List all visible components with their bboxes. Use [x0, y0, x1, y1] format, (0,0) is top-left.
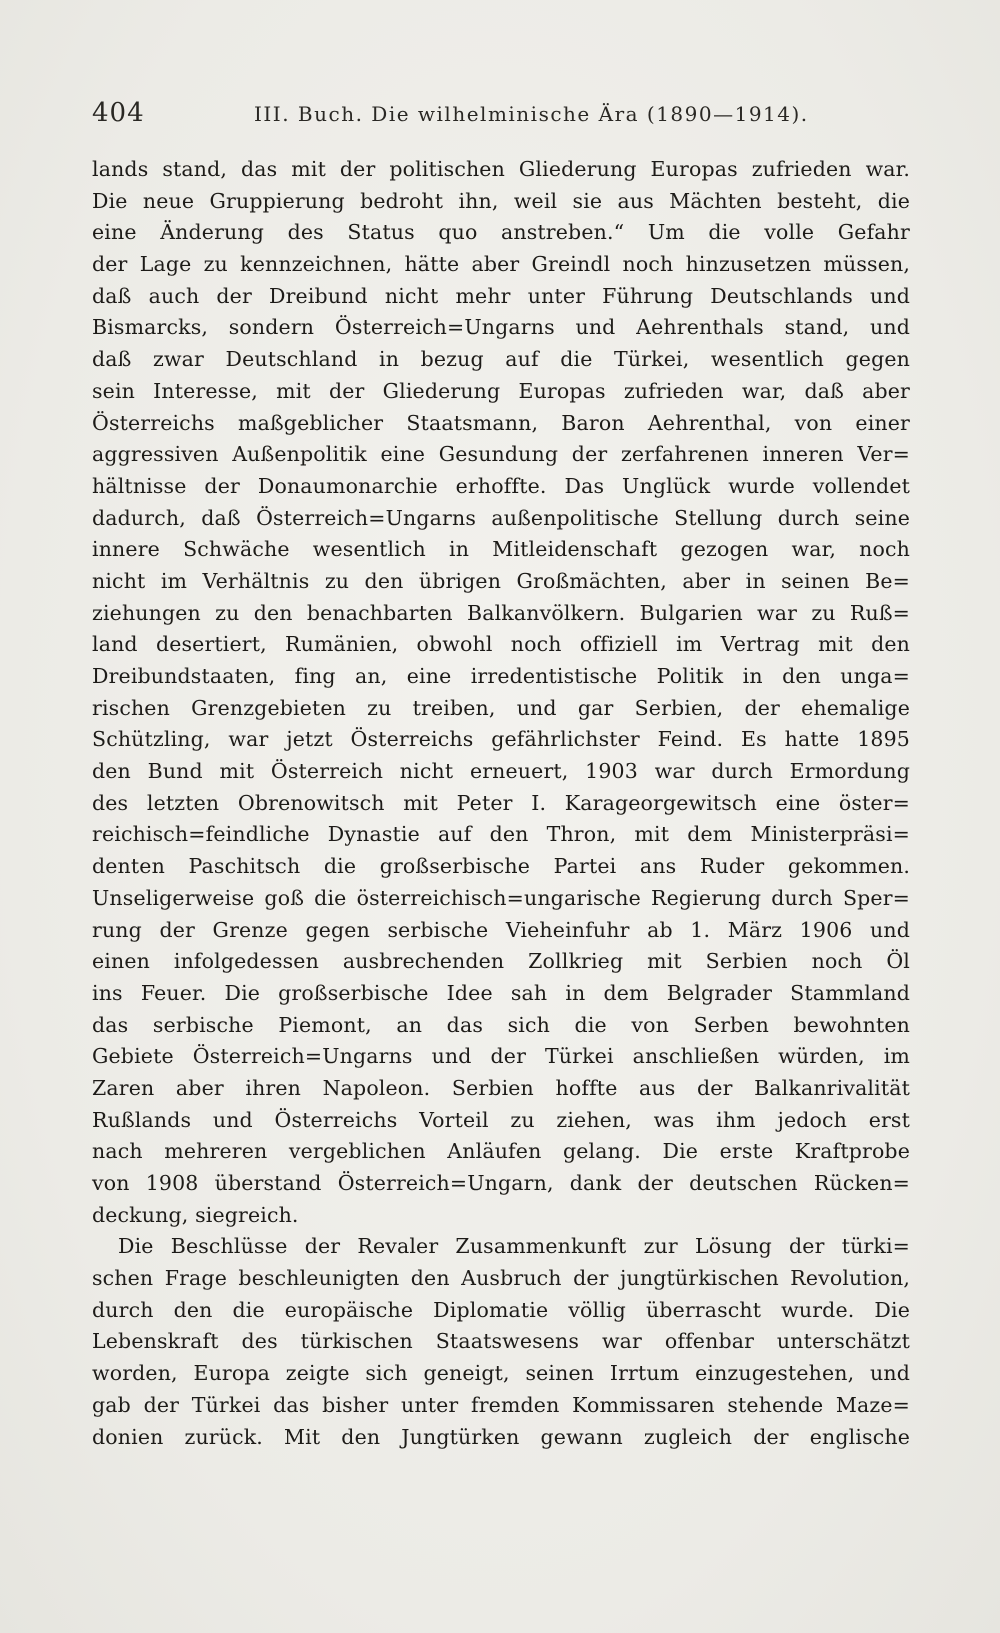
text-line: daß auch der Dreibund nicht mehr unter Führung Deutschlands und	[92, 283, 910, 308]
text-line: Dreibundstaaten, fing an, eine irredentistische Politik in den unga=	[92, 664, 910, 688]
text-line: nicht im Verhältnis zu den übrigen Großmächten, aber in seinen Be=	[92, 568, 910, 593]
running-head: III. Buch. Die wilhelminische Ära (1890—1914).	[254, 102, 809, 126]
text-line: Lebenskraft des türkischen Staatswesens war offenbar unterschätzt	[92, 1329, 910, 1354]
text-line: donien zurück. Mit den Jungtürken gewann zugleich der englische	[92, 1424, 910, 1449]
text-line: eine Änderung des Status quo anstreben.“ Um die volle Gefahr	[92, 220, 910, 245]
text-line: denten Paschitsch die großserbische Partei ans Ruder gekommen.	[92, 854, 910, 879]
text-line: reichisch=feindliche Dynastie auf den Thron, mit dem Ministerpräsi=	[92, 822, 910, 847]
text-line: den Bund mit Österreich nicht erneuert, 1903 war durch Ermordung	[92, 759, 910, 784]
paragraph-1	[92, 154, 910, 1231]
text-line: rung der Grenze gegen serbische Vieheinfuhr ab 1. März 1906 und	[92, 917, 910, 942]
text-line: Bismarcks, sondern Österreich=Ungarns und Aehrenthals stand, und	[92, 315, 910, 340]
text-line: hältnisse der Donaumonarchie erhoffte. Das Unglück wurde vollendet	[92, 473, 910, 498]
text-line: von 1908 überstand Österreich=Ungarn, dank der deutschen Rücken=	[92, 1171, 910, 1195]
body-text	[92, 154, 910, 1453]
text-line: des letzten Obrenowitsch mit Peter I. Karageorgewitsch eine öster=	[92, 790, 910, 815]
text-line: Zaren aber ihren Napoleon. Serbien hoffte aus der Balkanrivalität	[92, 1075, 910, 1100]
page-number: 404	[92, 98, 145, 128]
paragraph-2	[92, 1231, 910, 1453]
text-line: das serbische Piemont, an das sich die von Serben bewohnten	[92, 1012, 910, 1037]
text-line: worden, Europa zeigte sich geneigt, seinen Irrtum einzugestehen, und	[92, 1361, 910, 1386]
text-line: Unseligerweise goß die österreichisch=ungarische Regierung durch Sper=	[92, 885, 910, 910]
text-line: schen Frage beschleunigten den Ausbruch der jungtürkischen Revolution,	[92, 1266, 910, 1291]
text-line: lands stand, das mit der politischen Gliederung Europas zufrieden war.	[92, 157, 910, 181]
text-line: einen infolgedessen ausbrechenden Zollkrieg mit Serbien noch Öl	[92, 949, 910, 974]
text-line: sein Interesse, mit der Gliederung Europas zufrieden war, daß aber	[92, 378, 910, 403]
text-line: aggressiven Außenpolitik eine Gesundung der zerfahrenen inneren Ver=	[92, 442, 910, 467]
text-line: Die Beschlüsse der Revaler Zusammenkunft zur Lösung der türki=	[118, 1234, 910, 1259]
text-line: land desertiert, Rumänien, obwohl noch offiziell im Vertrag mit den	[92, 632, 910, 657]
text-line: ziehungen zu den benachbarten Balkanvölkern. Bulgarien war zu Ruß=	[92, 600, 910, 625]
text-line: durch den die europäische Diplomatie völlig überrascht wurde. Die	[92, 1297, 910, 1322]
text-line: Gebiete Österreich=Ungarns und der Türkei anschließen würden, im	[92, 1044, 910, 1069]
text-line: Die neue Gruppierung bedroht ihn, weil sie aus Mächten besteht, die	[92, 188, 910, 213]
text-line: Österreichs maßgeblicher Staatsmann, Baron Aehrenthal, von einer	[92, 410, 910, 435]
text-line: rischen Grenzgebieten zu treiben, und gar Serbien, der ehemalige	[92, 695, 910, 720]
text-line: Rußlands und Österreichs Vorteil zu ziehen, was ihm jedoch erst	[92, 1107, 910, 1132]
text-line: Schützling, war jetzt Österreichs gefährlichster Feind. Es hatte 1895	[92, 727, 910, 752]
text-line: der Lage zu kennzeichnen, hätte aber Greindl noch hinzusetzen müssen,	[92, 252, 910, 277]
text-line: deckung, siegreich.	[92, 1202, 299, 1227]
text-line: ins Feuer. Die großserbische Idee sah in dem Belgrader Stammland	[92, 980, 910, 1005]
text-line: gab der Türkei das bisher unter fremden Kommissaren stehende Maze=	[92, 1392, 910, 1417]
text-line: daß zwar Deutschland in bezug auf die Türkei, wesentlich gegen	[92, 347, 910, 372]
page-header	[92, 98, 912, 138]
text-line: nach mehreren vergeblichen Anläufen gelang. Die erste Kraftprobe	[92, 1139, 910, 1164]
text-line: dadurch, daß Österreich=Ungarns außenpolitische Stellung durch seine	[92, 505, 910, 530]
text-line: innere Schwäche wesentlich in Mitleidenschaft gezogen war, noch	[92, 537, 910, 562]
